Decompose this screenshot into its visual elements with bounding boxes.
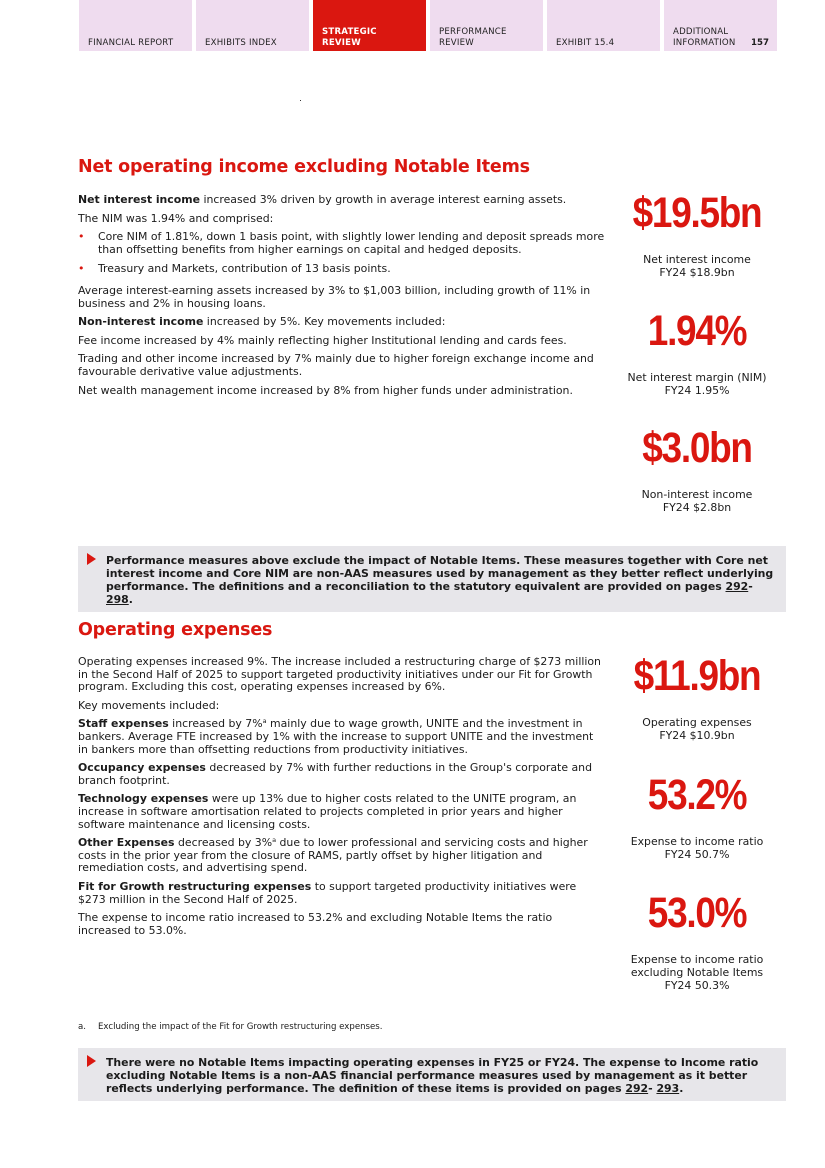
footnote: [78, 1022, 383, 1032]
tab-label: EXHIBIT 15.4: [556, 37, 615, 48]
text: increased 3% driven by growth in average interest earning assets.: [199, 193, 567, 206]
tab-additional-information[interactable]: [664, 0, 777, 51]
net-operating-income-body: [78, 194, 610, 403]
text: decreased by 3%: [174, 836, 273, 850]
bullet-icon: •: [78, 262, 85, 276]
tab-strategic-review[interactable]: [313, 0, 426, 51]
text: to support targeted productivity initiatives were $273 million in the Second Half of 2025.: [78, 879, 577, 906]
play-arrow-icon: [87, 553, 96, 565]
note-separator: -: [748, 580, 753, 593]
top-navigation: [79, 0, 777, 51]
list-item-text: Core NIM of 1.81%, down 1 basis point, with slightly lower lending and deposit spreads more than offsetting benefits from higher earnings on capital and hedged deposits.: [98, 230, 605, 256]
stat-caption: Net interest income: [643, 253, 751, 266]
note-text: Performance measures above exclude the impact of Notable Items. These measures together with Core net interest income and Core NIM are non-AAS measures used by management as they better reflect underlying performance. The definitions and a reconciliation to the statutory equivalent are provided on pages: [106, 554, 774, 593]
tab-performance-review[interactable]: [430, 0, 543, 51]
footnote-text: Excluding the impact of the Fit for Growth restructuring expenses.: [98, 1022, 383, 1032]
stat-expense-to-income: [610, 771, 784, 861]
stat-nim: [610, 307, 784, 397]
stat-caption: Expense to income ratio: [630, 835, 764, 848]
paragraph: The NIM was 1.94% and comprised:: [78, 211, 274, 225]
bullet-icon: •: [78, 230, 85, 244]
paragraph: The expense to income ratio increased to 53.2% and excluding Notable Items the ratio increased to 53.0%.: [78, 911, 553, 937]
stat-caption-2: excluding Notable Items: [630, 966, 764, 979]
stat-non-interest-income: [610, 424, 784, 514]
bold-lead: Net interest income: [78, 193, 200, 206]
stat-prior: FY24 50.3%: [664, 979, 730, 992]
page-number: 157: [751, 38, 769, 48]
paragraph: [78, 194, 610, 207]
tab-label: FINANCIAL REPORT: [88, 37, 174, 48]
stat-value: $3.0bn: [642, 424, 752, 472]
stat-expense-to-income-excl: [610, 889, 784, 992]
paragraph: [78, 793, 606, 831]
bold-lead: Staff expenses: [78, 717, 169, 731]
stat-value: 53.2%: [647, 771, 747, 819]
paragraph: [78, 718, 606, 756]
text: decreased by 7% with further reductions in the Group's corporate and branch footprint.: [78, 761, 592, 787]
stat-prior: FY24 $2.8bn: [662, 501, 732, 514]
footnote-label: a.: [78, 1022, 86, 1032]
section-title-operating-expenses: Operating expenses: [78, 620, 273, 640]
paragraph: [78, 881, 606, 906]
stray-mark: [300, 100, 301, 101]
list-item-text: Treasury and Markets, contribution of 13 basis points.: [98, 262, 391, 276]
footnote-ref: a: [262, 717, 267, 726]
stat-value: $19.5bn: [632, 189, 762, 237]
stat-value: 53.0%: [647, 889, 747, 937]
note-end: .: [128, 593, 133, 606]
text: due to lower professional and servicing costs and higher costs in the prior year from the closure of RAMS, partly offset by higher litigation and remediation costs, and advertising spend.: [78, 836, 588, 875]
tab-label: STRATEGIC REVIEW: [322, 27, 377, 48]
operating-expenses-note: [78, 1048, 786, 1101]
text: increased by 7%: [168, 717, 263, 731]
text: mainly due to wage growth, UNITE and the investment in bankers. Average FTE increased by 1% with the increase to support UNITE and the investment in bankers more than offsetting reductions from productivity initiatives.: [78, 717, 594, 756]
tab-label: EXHIBITS INDEX: [205, 37, 277, 48]
footnote-ref: a: [272, 836, 277, 845]
page-link-298[interactable]: 298: [106, 593, 129, 606]
note-separator: -: [648, 1082, 657, 1095]
tab-label: ADDITIONAL INFORMATION: [673, 27, 736, 48]
stat-value: $11.9bn: [633, 652, 761, 700]
list-item: [78, 263, 610, 276]
page-link-292[interactable]: 292: [725, 580, 749, 593]
stat-caption: Net interest margin (NIM): [627, 371, 767, 384]
bold-lead: Non-interest income: [78, 315, 204, 329]
stat-prior: FY24 $10.9bn: [659, 729, 735, 742]
tab-exhibit-15-4[interactable]: [547, 0, 660, 51]
bold-lead: Occupancy expenses: [78, 761, 206, 775]
page-link-292[interactable]: 292: [625, 1082, 649, 1095]
paragraph: Key movements included:: [78, 698, 220, 712]
stat-net-interest-income: [610, 189, 784, 279]
paragraph: Average interest-earning assets increased by 3% to $1,003 billion, including growth of 11% in business and 2% in housing loans.: [78, 283, 591, 310]
note-text: There were no Notable Items impacting operating expenses in FY25 or FY24. The expense to Income ratio excluding Notable Items is a non-AAS financial performance measures used by management as it better reflects underlying performance. The definition of these items is provided on pages: [106, 1056, 759, 1095]
bold-lead: Other Expenses: [78, 836, 175, 850]
note-end: .: [679, 1082, 684, 1095]
paragraph: Operating expenses increased 9%. The increase included a restructuring charge of $273 million in the Second Half of 2025 to support targeted productivity initiatives under our Fit for Growth program. Excluding this cost, operating expenses increased by 6%.: [78, 655, 601, 694]
tab-exhibits-index[interactable]: [196, 0, 309, 51]
tab-financial-report[interactable]: [79, 0, 192, 51]
section-title-net-operating-income: Net operating income excluding Notable Items: [78, 157, 530, 177]
stat-prior: FY24 1.95%: [664, 384, 730, 397]
paragraph: [78, 762, 606, 787]
stat-operating-expenses: [610, 652, 784, 742]
tab-label: PERFORMANCE REVIEW: [439, 27, 507, 48]
play-arrow-icon: [87, 1055, 96, 1067]
page-link-293[interactable]: 293: [656, 1082, 680, 1095]
list-item: [78, 231, 610, 256]
text: increased by 5%. Key movements included:: [203, 315, 446, 329]
text: were up 13% due to higher costs related to the UNITE program, an increase in software amortisation related to projects completed in prior years and higher software maintenance and licensing costs.: [78, 792, 577, 831]
nim-bullet-list: [78, 231, 610, 276]
stat-prior: FY24 50.7%: [664, 848, 730, 861]
paragraph: [78, 316, 610, 329]
stat-caption: Operating expenses: [642, 716, 752, 729]
operating-expenses-body: [78, 656, 606, 943]
paragraph: [78, 837, 606, 875]
bold-lead: Fit for Growth restructuring expenses: [78, 879, 312, 893]
paragraph: Net wealth management income increased by 8% from higher funds under administration.: [78, 383, 573, 397]
stat-value: 1.94%: [647, 307, 747, 355]
bold-lead: Technology expenses: [78, 792, 209, 806]
paragraph: Fee income increased by 4% mainly reflecting higher Institutional lending and cards fees.: [78, 333, 567, 347]
notable-items-note: [78, 546, 786, 612]
stat-caption: Expense to income ratio: [630, 953, 764, 966]
stat-caption: Non-interest income: [641, 488, 753, 501]
paragraph: Trading and other income increased by 7% mainly due to higher foreign exchange income and favourable derivative value adjustments.: [78, 352, 594, 378]
stat-prior: FY24 $18.9bn: [659, 266, 735, 279]
